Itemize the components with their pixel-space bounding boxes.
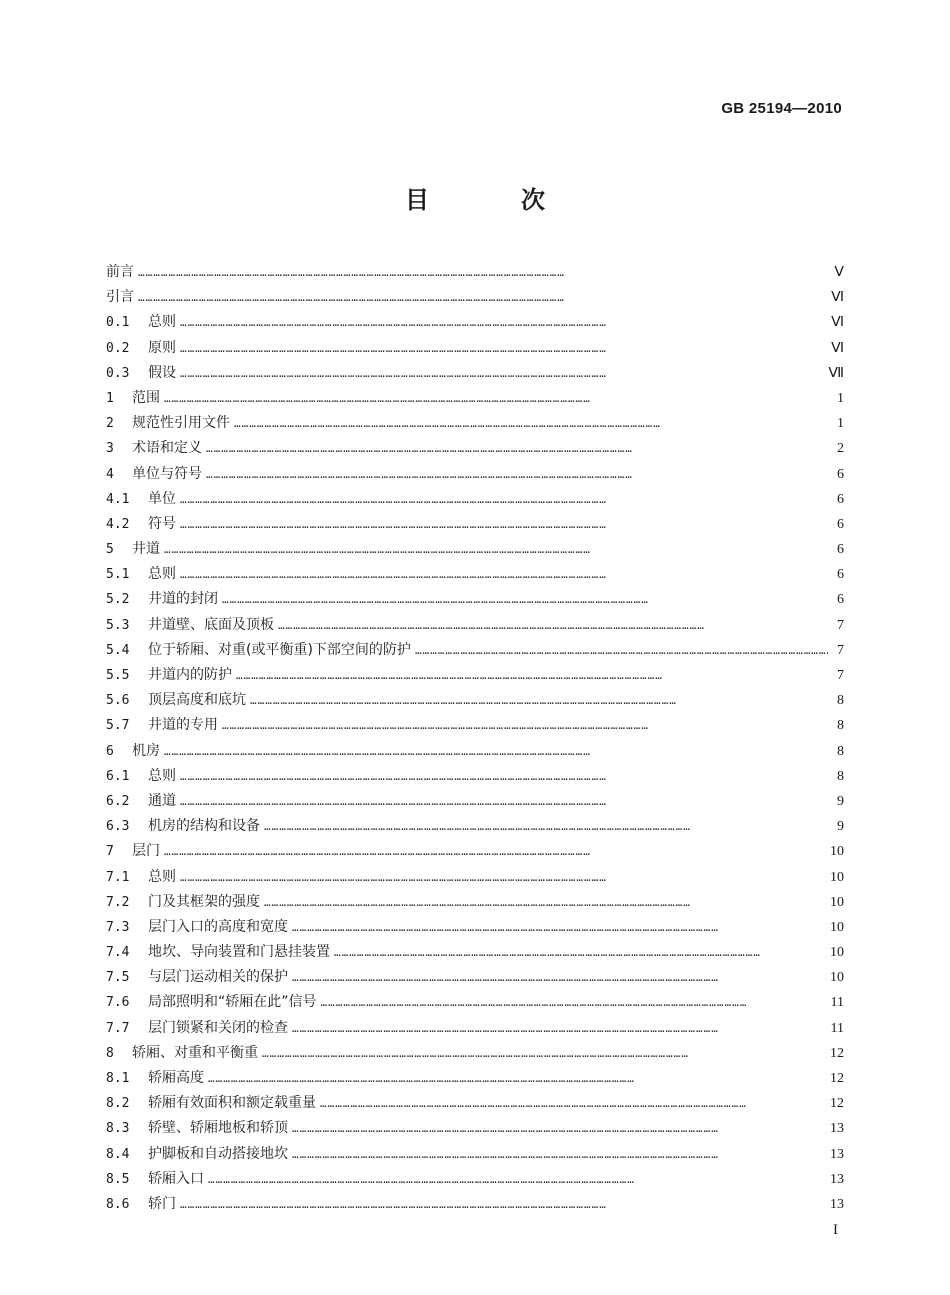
toc-leader-dots — [278, 613, 828, 638]
toc-entry[interactable] — [106, 814, 844, 839]
toc-entry-page: 12 — [830, 1071, 844, 1086]
toc-entry-title: 总则 — [148, 314, 176, 331]
toc-entry[interactable] — [106, 965, 844, 990]
toc-list — [106, 260, 844, 1217]
toc-entry-page: 8 — [837, 693, 844, 709]
toc-leader-dots — [180, 512, 828, 537]
toc-leader-dots — [262, 1041, 824, 1066]
toc-entry[interactable] — [106, 512, 844, 537]
toc-leader-dots — [236, 663, 828, 688]
toc-entry-number: 4 — [106, 466, 114, 482]
toc-leader-dots — [292, 1116, 824, 1141]
toc-entry-page: 6 — [837, 516, 844, 532]
toc-entry[interactable] — [106, 839, 844, 864]
toc-entry-page: 13 — [830, 1121, 844, 1137]
toc-entry-page: Ⅵ — [831, 290, 844, 306]
toc-leader-dots — [180, 789, 828, 814]
toc-entry-number: 0.3 — [106, 365, 130, 381]
toc-entry-title: 轿厢入口 — [148, 1170, 204, 1187]
toc-entry-number: 8.3 — [106, 1121, 130, 1137]
toc-entry-page: 6 — [837, 466, 844, 482]
toc-entry[interactable] — [106, 1142, 844, 1167]
toc-entry-title: 假设 — [148, 364, 176, 381]
toc-entry-title: 层门入口的高度和宽度 — [148, 918, 288, 935]
toc-leader-dots — [264, 890, 824, 915]
toc-entry-number: 5.4 — [106, 642, 130, 658]
toc-entry-page: 1 — [837, 390, 844, 406]
toc-entry-page: 11 — [830, 1020, 844, 1036]
toc-entry-title: 位于轿厢、对重(或平衡重)下部空间的防护 — [148, 641, 411, 658]
toc-entry[interactable] — [106, 1167, 844, 1192]
toc-entry-number: 6 — [106, 743, 114, 759]
toc-entry[interactable] — [106, 865, 844, 890]
page-title: 目 次 — [405, 186, 579, 214]
toc-entry-page: 10 — [830, 970, 844, 986]
toc-leader-dots — [321, 990, 825, 1015]
toc-leader-dots — [138, 285, 825, 310]
toc-entry[interactable] — [106, 789, 844, 814]
toc-entry-number: 6.2 — [106, 793, 130, 809]
toc-entry[interactable] — [106, 537, 844, 562]
toc-entry-title: 通道 — [148, 792, 176, 809]
toc-leader-dots — [206, 436, 828, 461]
toc-entry-page: 6 — [837, 491, 844, 507]
toc-leader-dots — [264, 814, 828, 839]
toc-entry-number: 7.5 — [106, 970, 130, 986]
toc-entry-title: 井道 — [132, 541, 160, 558]
toc-leader-dots — [208, 1167, 824, 1192]
toc-entry-title: 单位 — [148, 490, 176, 507]
toc-entry[interactable] — [106, 411, 844, 436]
toc-entry[interactable] — [106, 890, 844, 915]
toc-entry-number: 4.1 — [106, 491, 130, 507]
toc-leader-dots — [180, 764, 828, 789]
toc-entry[interactable] — [106, 462, 844, 487]
toc-entry-number: 7.4 — [106, 945, 130, 961]
toc-entry[interactable] — [106, 990, 844, 1015]
toc-entry-number: 7.1 — [106, 869, 130, 885]
toc-entry[interactable] — [106, 260, 844, 285]
toc-leader-dots — [164, 386, 828, 411]
toc-entry-number: 0.1 — [106, 315, 130, 331]
toc-entry-title: 总则 — [148, 868, 176, 885]
toc-leader-dots — [206, 462, 828, 487]
toc-entry-page: 12 — [830, 1045, 844, 1061]
toc-entry[interactable] — [106, 310, 844, 335]
toc-entry-title: 局部照明和“轿厢在此”信号 — [148, 994, 317, 1011]
toc-entry-page: 10 — [830, 894, 844, 910]
toc-entry-page: 2 — [837, 441, 844, 457]
toc-leader-dots — [180, 562, 828, 587]
toc-entry-page: 10 — [830, 869, 844, 885]
toc-entry-title: 井道壁、底面及顶板 — [148, 616, 274, 633]
toc-leader-dots — [292, 1142, 824, 1167]
toc-leader-dots — [415, 638, 828, 663]
toc-leader-dots — [180, 1192, 824, 1217]
toc-leader-dots — [180, 361, 822, 386]
toc-entry-title: 层门 — [132, 843, 160, 860]
toc-entry-number: 7 — [106, 844, 114, 860]
toc-entry-title: 机房的结构和设备 — [148, 818, 260, 835]
toc-entry-number: 1 — [106, 390, 114, 406]
toc-entry-page: 10 — [830, 919, 844, 935]
toc-entry-title: 与层门运动相关的保护 — [148, 969, 288, 986]
toc-entry-number: 7.6 — [106, 995, 130, 1011]
toc-entry-number: 7.7 — [106, 1020, 130, 1036]
toc-entry-title: 门及其框架的强度 — [148, 893, 260, 910]
toc-entry-page: Ⅵ — [831, 315, 844, 331]
toc-leader-dots — [292, 965, 824, 990]
toc-entry[interactable] — [106, 613, 844, 638]
toc-entry-page: Ⅴ — [834, 265, 844, 280]
toc-entry-number: 8.4 — [106, 1146, 130, 1162]
toc-entry-title: 轿厢高度 — [148, 1070, 204, 1086]
toc-entry-page: 8 — [837, 718, 844, 734]
toc-entry-title: 轿厢有效面积和额定载重量 — [148, 1095, 316, 1112]
toc-entry-number: 0.2 — [106, 340, 130, 356]
toc-entry[interactable] — [106, 713, 844, 738]
toc-entry-title: 术语和定义 — [132, 440, 202, 457]
toc-leader-dots — [222, 713, 828, 738]
toc-entry[interactable] — [106, 487, 844, 512]
toc-entry-title: 机房 — [132, 742, 160, 759]
toc-entry[interactable] — [106, 361, 844, 386]
toc-entry-title: 总则 — [148, 566, 176, 583]
toc-entry-number: 7.3 — [106, 919, 130, 935]
toc-entry-number: 5.5 — [106, 668, 130, 683]
toc-entry-number: 5 — [106, 542, 114, 558]
toc-entry-title: 顶层高度和底坑 — [148, 692, 246, 709]
toc-entry[interactable] — [106, 1041, 844, 1066]
toc-entry-number: 6.1 — [106, 768, 130, 784]
toc-entry-number: 2 — [106, 416, 114, 432]
toc-entry-title: 井道的专用 — [148, 717, 218, 734]
toc-entry-title: 原则 — [148, 339, 176, 356]
toc-entry[interactable] — [106, 336, 844, 361]
toc-entry[interactable] — [106, 587, 844, 612]
toc-entry-title: 地坎、导向装置和门悬挂装置 — [148, 944, 330, 961]
toc-leader-dots — [320, 1091, 824, 1116]
toc-entry-title: 层门锁紧和关闭的检查 — [148, 1019, 288, 1036]
toc-entry[interactable] — [106, 1016, 844, 1041]
toc-entry[interactable] — [106, 739, 844, 764]
toc-entry-number: 4.2 — [106, 516, 130, 532]
toc-leader-dots — [222, 587, 828, 612]
toc-leader-dots — [334, 940, 824, 965]
toc-entry-title: 范围 — [132, 389, 160, 406]
toc-leader-dots — [250, 688, 828, 713]
toc-leader-dots — [180, 487, 828, 512]
toc-entry-title: 单位与符号 — [132, 465, 202, 482]
toc-entry[interactable] — [106, 663, 844, 688]
toc-leader-dots — [234, 411, 828, 436]
toc-entry-title: 前言 — [106, 264, 134, 280]
toc-entry-number: 7.2 — [106, 894, 130, 910]
toc-leader-dots — [292, 915, 824, 940]
toc-entry-title: 规范性引用文件 — [132, 415, 230, 432]
toc-entry-page: 6 — [837, 542, 844, 558]
toc-entry[interactable] — [106, 915, 844, 940]
toc-entry[interactable] — [106, 1192, 844, 1217]
toc-entry-number: 5.6 — [106, 693, 130, 709]
toc-leader-dots — [180, 865, 824, 890]
toc-entry-title: 井道内的防护 — [148, 667, 232, 683]
toc-entry-page: 9 — [837, 793, 844, 809]
toc-entry-page: 7 — [837, 617, 844, 633]
toc-entry-page: 8 — [837, 743, 844, 759]
toc-entry-number: 8 — [106, 1045, 114, 1061]
toc-leader-dots — [164, 537, 828, 562]
toc-entry[interactable] — [106, 436, 844, 461]
toc-entry-number: 6.3 — [106, 819, 130, 835]
toc-entry-number: 8.6 — [106, 1196, 130, 1212]
toc-leader-dots — [164, 739, 828, 764]
toc-entry-page: Ⅶ — [828, 365, 844, 381]
toc-entry-number: 5.2 — [106, 592, 130, 608]
toc-entry-page: 13 — [830, 1196, 844, 1212]
toc-entry-title: 轿厢、对重和平衡重 — [132, 1044, 258, 1061]
toc-entry-title: 护脚板和自动搭接地坎 — [148, 1145, 288, 1162]
toc-entry-title: 引言 — [106, 289, 134, 306]
toc-entry-page: 10 — [830, 844, 844, 860]
toc-entry[interactable] — [106, 1091, 844, 1116]
toc-entry-title: 轿壁、轿厢地板和轿顶 — [148, 1120, 288, 1137]
toc-entry-page: 8 — [837, 768, 844, 784]
toc-entry[interactable] — [106, 1116, 844, 1141]
toc-entry-title: 总则 — [148, 767, 176, 784]
toc-leader-dots — [180, 310, 825, 335]
toc-entry-title: 符号 — [148, 515, 176, 532]
toc-entry-title: 轿门 — [148, 1195, 176, 1212]
toc-entry[interactable] — [106, 940, 844, 965]
toc-entry-page: 7 — [837, 642, 844, 658]
page-number: I — [833, 1222, 838, 1238]
toc-entry-page: 10 — [830, 945, 844, 961]
toc-entry-page: 9 — [837, 819, 844, 835]
toc-entry-number: 8.1 — [106, 1071, 130, 1086]
toc-entry-number: 8.2 — [106, 1096, 130, 1112]
toc-entry-number: 5.7 — [106, 718, 130, 734]
toc-entry-number: 5.1 — [106, 567, 130, 583]
standard-code: GB 25194—2010 — [721, 100, 842, 117]
toc-entry-page: 6 — [837, 592, 844, 608]
toc-entry[interactable] — [106, 562, 844, 587]
toc-entry-page: 6 — [837, 567, 844, 583]
toc-entry-page: 12 — [830, 1096, 844, 1112]
toc-entry-number: 5.3 — [106, 617, 130, 633]
toc-entry[interactable] — [106, 688, 844, 713]
toc-entry[interactable] — [106, 386, 844, 411]
toc-entry[interactable] — [106, 285, 844, 310]
toc-leader-dots — [292, 1016, 825, 1041]
toc-leader-dots — [180, 336, 825, 361]
toc-leader-dots — [138, 260, 828, 285]
toc-entry[interactable] — [106, 638, 844, 663]
toc-entry-page: 11 — [830, 995, 844, 1011]
toc-entry[interactable] — [106, 1066, 844, 1091]
toc-entry-page: 1 — [837, 416, 844, 432]
toc-entry-title: 井道的封闭 — [148, 591, 218, 608]
toc-entry-page: Ⅵ — [831, 340, 844, 356]
toc-entry-page: 13 — [830, 1171, 844, 1187]
toc-leader-dots — [164, 839, 824, 864]
toc-entry-page: 7 — [837, 668, 844, 683]
toc-entry-number: 8.5 — [106, 1171, 130, 1187]
toc-leader-dots — [208, 1066, 824, 1091]
toc-entry-page: 13 — [830, 1146, 844, 1162]
toc-entry[interactable] — [106, 764, 844, 789]
toc-entry-number: 3 — [106, 441, 114, 457]
